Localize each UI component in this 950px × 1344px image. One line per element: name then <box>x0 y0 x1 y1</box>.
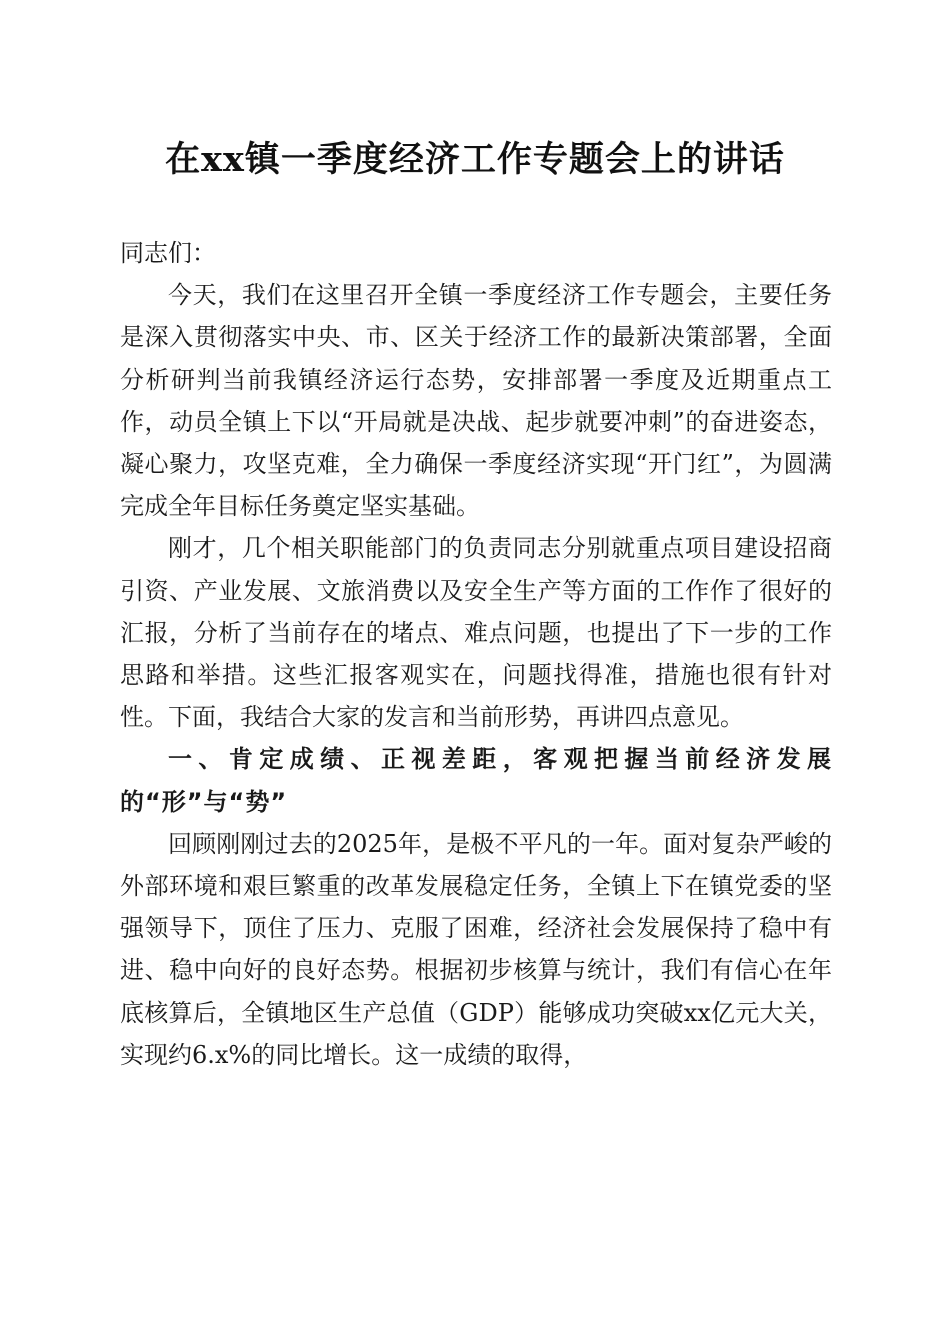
paragraph-opening: 今天，我们在这里召开全镇一季度经济工作专题会，主要任务是深入贯彻落实中央、市、区关于经济工作的最新决策部署，全面分析研判当前我镇经济运行态势，安排部署一季度及近期重点工作，动员全镇上下以“开局就是决战、起步就要冲刺”的奋进姿态，凝心聚力，攻坚克难，全力确保一季度经济实现“开门红”，为圆满完成全年目标任务奠定坚实基础。 <box>120 281 832 521</box>
paragraph-review: 回顾刚刚过去的2025年，是极不平凡的一年。面对复杂严峻的外部环境和艰巨繁重的改革发展稳定任务，全镇上下在镇党委的坚强领导下，顶住了压力、克服了困难，经济社会发展保持了稳中有进、稳中向好的良好态势。根据初步核算与统计，我们有信心在年底核算后，全镇地区生产总值（GDP）能够成功突破xx亿元大关，实现约6.x%的同比增长。这一成绩的取得， <box>120 829 832 1069</box>
document-title: 在xx镇一季度经济工作专题会上的讲话 <box>165 139 785 180</box>
section-heading: 一、肯定成绩、正视差距，客观把握当前经济发展的“形”与“势” <box>120 745 832 816</box>
paragraph-reports: 刚才，几个相关职能部门的负责同志分别就重点项目建设招商引资、产业发展、文旅消费以及安全生产等方面的工作作了很好的汇报，分析了当前存在的堵点、难点问题，也提出了下一步的工作思路和举措。这些汇报客观实在，问题找得准，措施也很有针对性。下面，我结合大家的发言和当前形势，再讲四点意见。 <box>120 534 832 732</box>
document-body <box>120 232 832 1076</box>
salutation: 同志们： <box>120 239 216 267</box>
